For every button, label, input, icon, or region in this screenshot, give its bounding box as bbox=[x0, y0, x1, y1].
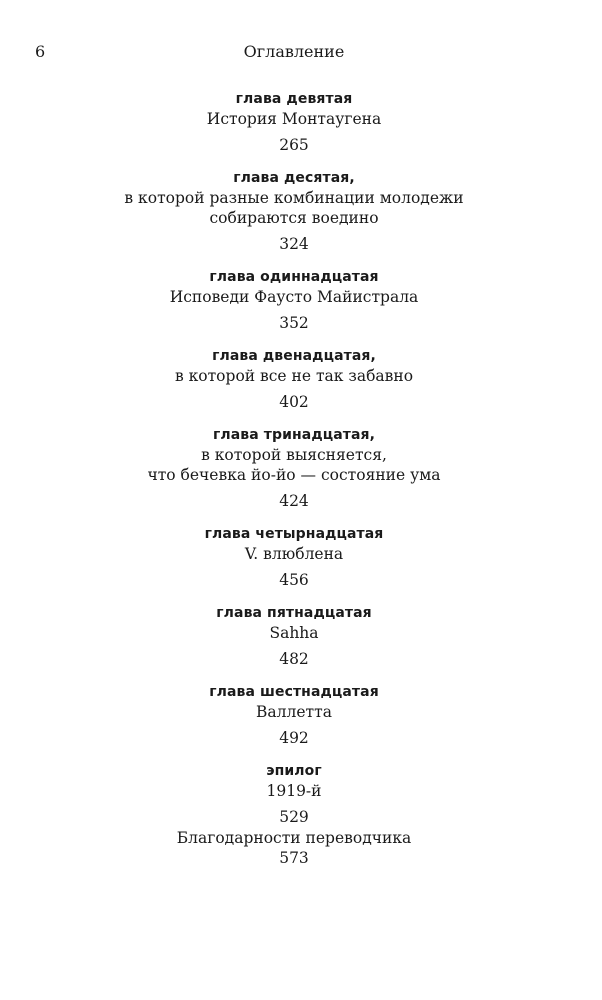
chapter-title: в которой выясняется, bbox=[201, 446, 387, 464]
chapter-label: глава одиннадцатая bbox=[209, 269, 379, 285]
chapter-page-number: 492 bbox=[279, 729, 309, 747]
chapter-label: глава десятая, bbox=[233, 170, 355, 186]
chapter-page-number: 324 bbox=[279, 235, 309, 253]
toc-entry[interactable] bbox=[0, 682, 588, 748]
page-number: 6 bbox=[35, 42, 46, 61]
toc-entry[interactable] bbox=[0, 425, 588, 511]
chapter-page-number: 456 bbox=[279, 571, 309, 589]
chapter-label: глава тринадцатая, bbox=[212, 427, 376, 443]
chapter-label: глава девятая bbox=[235, 91, 353, 107]
chapter-title: в которой разные комбинации молодежи bbox=[124, 189, 464, 207]
running-title: Оглавление bbox=[243, 42, 345, 61]
chapter-page-number: 265 bbox=[279, 136, 309, 154]
table-of-contents bbox=[0, 89, 588, 840]
chapter-label: глава двенадцатая, bbox=[212, 348, 376, 364]
toc-entry[interactable] bbox=[0, 168, 588, 254]
chapter-label: глава пятнадцатая bbox=[216, 605, 372, 621]
chapter-page-number: 352 bbox=[279, 314, 309, 332]
toc-entry[interactable] bbox=[0, 603, 588, 669]
chapter-label: глава шестнадцатая bbox=[209, 684, 379, 700]
acknowledgement-page-number: 573 bbox=[279, 849, 309, 867]
toc-entry[interactable] bbox=[0, 346, 588, 412]
chapter-page-number: 529 bbox=[279, 808, 309, 826]
chapter-label: глава четырнадцатая bbox=[204, 526, 384, 542]
chapter-title: что бечевка йо-йо — состояние ума bbox=[147, 466, 441, 484]
chapter-title: Sahha bbox=[269, 624, 319, 642]
acknowledgement-title: Благодарности переводчика bbox=[176, 829, 412, 847]
chapter-title: История Монтаугена bbox=[206, 110, 382, 128]
chapter-page-number: 482 bbox=[279, 650, 309, 668]
chapter-title: Валлетта bbox=[256, 703, 332, 721]
chapter-page-number: 402 bbox=[279, 393, 309, 411]
chapter-title: собираются воедино bbox=[209, 209, 379, 227]
chapter-page-number: 424 bbox=[279, 492, 309, 510]
chapter-title: V. влюблена bbox=[244, 545, 344, 563]
acknowledgement-entry[interactable] bbox=[0, 828, 588, 868]
toc-entry[interactable] bbox=[0, 761, 588, 827]
chapter-title: в которой все не так забавно bbox=[174, 367, 414, 385]
toc-entry[interactable] bbox=[0, 89, 588, 155]
chapter-title: 1919-й bbox=[266, 782, 322, 800]
toc-entry[interactable] bbox=[0, 524, 588, 590]
chapter-label: эпилог bbox=[266, 763, 322, 779]
chapter-title: Исповеди Фаусто Майистрала bbox=[169, 288, 419, 306]
toc-entry[interactable] bbox=[0, 267, 588, 333]
